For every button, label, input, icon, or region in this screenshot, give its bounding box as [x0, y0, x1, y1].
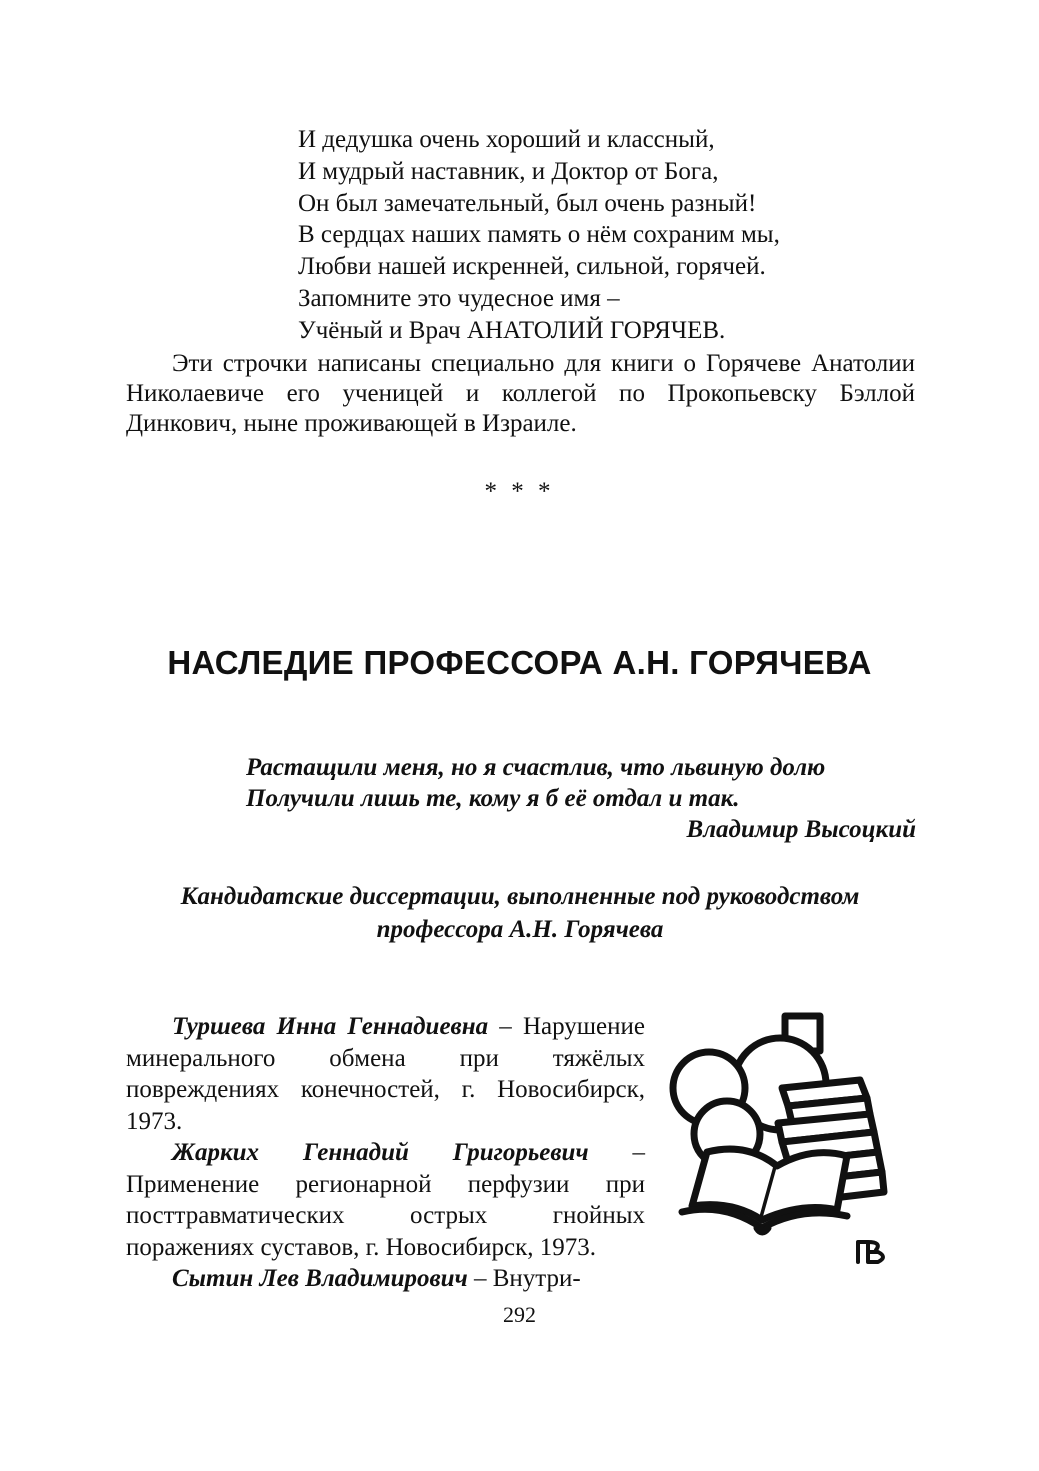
- dissertation-title: – Нарушение минерального обмена при тяжёлых повреждениях конечностей, г. Новосибирск, 1973.: [126, 1013, 645, 1135]
- dissertation-title: – Внутри-: [467, 1265, 581, 1292]
- author-name: Жарких Геннадий Григорьевич: [172, 1139, 589, 1166]
- epigraph: [246, 752, 916, 845]
- poem-line: И мудрый наставник, и Доктор от Бога,: [298, 157, 719, 185]
- dissertation-title: – Применение регионарной перфузии при посттравматических острых гнойных поражениях суставов, г. Новосибирск, 1973.: [126, 1139, 646, 1261]
- list-item: [126, 1137, 645, 1263]
- poem-line: И дедушка очень хороший и классный,: [298, 126, 715, 153]
- page-number: 292: [503, 1302, 536, 1327]
- author-name: Сытин Лев Владимирович: [172, 1265, 468, 1292]
- section-title: НАСЛЕДИЕ ПРОФЕССОРА А.Н. ГОРЯЧЕВА: [167, 644, 872, 681]
- list-item: [126, 1011, 645, 1137]
- subsection-title-line: профессора А.Н. Горячева: [376, 916, 664, 943]
- poem-attribution-paragraph: Эти строчки написаны специально для книги о Горячеве Анатолии Николаевиче его ученицей и коллегой по Прокопьевску Бэллой Динкович, ныне проживающей в Израиле.: [126, 350, 915, 437]
- epigraph-author: Владимир Высоцкий: [686, 816, 916, 843]
- poem-line: Учёный и Врач АНАТОЛИЙ ГОРЯЧЕВ.: [298, 316, 726, 344]
- subsection-title: [120, 880, 920, 946]
- books-globe-emblem-icon: [662, 1006, 912, 1266]
- poem-line: Любви нашей искренней, сильной, горячей.: [298, 253, 766, 281]
- section-separator: * * *: [484, 478, 555, 505]
- poem-line: Он был замечательный, был очень разный!: [298, 189, 757, 217]
- poem-line: Запомните это чудесное имя –: [298, 284, 620, 312]
- poem-line: В сердцах наших память о нём сохраним мы,: [298, 221, 780, 249]
- epigraph-line: Получили лишь те, кому я б её отдал и так.: [246, 785, 740, 812]
- subsection-title-line: Кандидатские диссертации, выполненные под руководством: [180, 883, 860, 910]
- list-item: [126, 1263, 645, 1295]
- poem: [298, 124, 780, 347]
- author-name: Туршева Инна Геннадиевна: [172, 1013, 489, 1040]
- dissertation-list: [126, 1011, 645, 1295]
- epigraph-line: Растащили меня, но я счастлив, что львиную долю: [246, 754, 826, 781]
